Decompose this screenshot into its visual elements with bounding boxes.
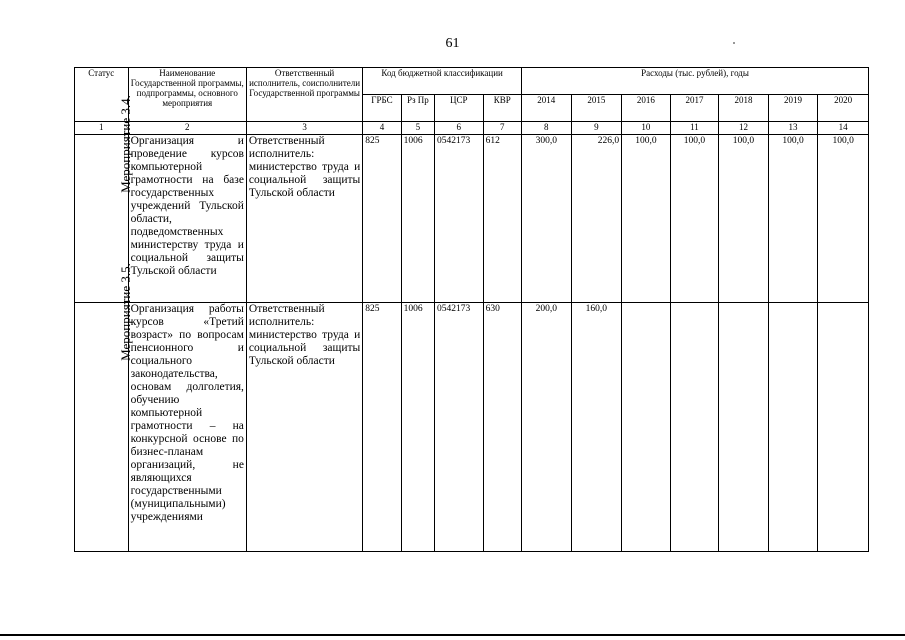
index-cell: 10 [622,122,671,135]
csr-cell: 0542173 [435,302,484,551]
value-2017 [670,302,719,551]
grbs-cell: 825 [363,302,401,551]
value-2017: 100,0 [670,135,719,303]
rzpr-cell: 1006 [401,302,434,551]
table-row [75,135,869,303]
value-2016 [622,302,671,551]
index-cell: 6 [435,122,484,135]
value-2019 [768,302,818,551]
page-number: 61 [445,36,460,51]
kvr-cell: 630 [483,302,521,551]
value-2020: 100,0 [818,135,869,303]
value-2020 [818,302,869,551]
index-cell: 5 [401,122,434,135]
header-rzpr: Рз Пр [401,95,434,122]
header-year-2018: 2018 [719,95,769,122]
csr-cell: 0542173 [435,135,484,303]
value-2014: 300,0 [522,135,572,303]
header-year-2020: 2020 [818,95,869,122]
scan-speck [733,42,735,44]
header-name: Наименование Государственной программы, подпрограммы, основного мероприятия [128,68,246,122]
table-row [75,302,869,551]
status-cell [75,263,133,551]
header-csr: ЦСР [435,95,484,122]
index-cell: 2 [128,122,246,135]
header-year-2016: 2016 [622,95,671,122]
executor-cell: Ответственный исполнитель: министерство труда и социальной защиты Тульской области [246,302,362,551]
header-year-2015: 2015 [571,95,622,122]
header-kvr: КВР [483,95,521,122]
index-cell: 8 [522,122,572,135]
value-2014: 200,0 [522,302,572,551]
index-cell: 7 [483,122,521,135]
index-cell: 4 [363,122,401,135]
index-cell: 12 [719,122,769,135]
status-label: Мероприятие 3.5. [117,263,133,361]
value-2015: 226,0 [571,135,622,303]
header-executor: Ответственный исполнитель, соисполнители Государственной программы [246,68,362,122]
value-2015: 160,0 [571,302,622,551]
header-status: Статус [75,68,129,122]
grbs-cell: 825 [363,135,401,303]
budget-table [74,67,869,552]
header-year-2014: 2014 [522,95,572,122]
activity-name: Организация и проведение курсов компьютерной грамотности на базе государственных учреждений Тульской области, подведомственных министерству труда и социальной защиты Тульской области [128,135,246,303]
header-budget-code: Код бюджетной классификации [363,68,522,95]
rzpr-cell: 1006 [401,135,434,303]
index-cell: 9 [571,122,622,135]
header-expenses: Расходы (тыс. рублей), годы [522,68,869,95]
index-cell: 3 [246,122,362,135]
header-grbs: ГРБС [363,95,401,122]
activity-name: Организация работы курсов «Третий возраст» по вопросам пенсионного и социального законодательства, основам долголетия, обучению компьютерной грамотности – на конкурсной основе по бизнес-планам организаций, не являющихся государственными (муниципальными) учреждениями [128,302,246,551]
index-cell: 14 [818,122,869,135]
index-cell: 13 [768,122,818,135]
page-edge-line [0,634,905,636]
executor-cell: Ответственный исполнитель: министерство труда и социальной защиты Тульской области [246,135,362,303]
value-2019: 100,0 [768,135,818,303]
header-year-2019: 2019 [768,95,818,122]
index-row [75,122,869,135]
value-2016: 100,0 [622,135,671,303]
header-year-2017: 2017 [670,95,719,122]
value-2018: 100,0 [719,135,769,303]
index-cell: 11 [670,122,719,135]
index-cell: 1 [75,122,129,135]
kvr-cell: 612 [483,135,521,303]
status-label: Мероприятие 3.4. [117,95,133,194]
value-2018 [719,302,769,551]
